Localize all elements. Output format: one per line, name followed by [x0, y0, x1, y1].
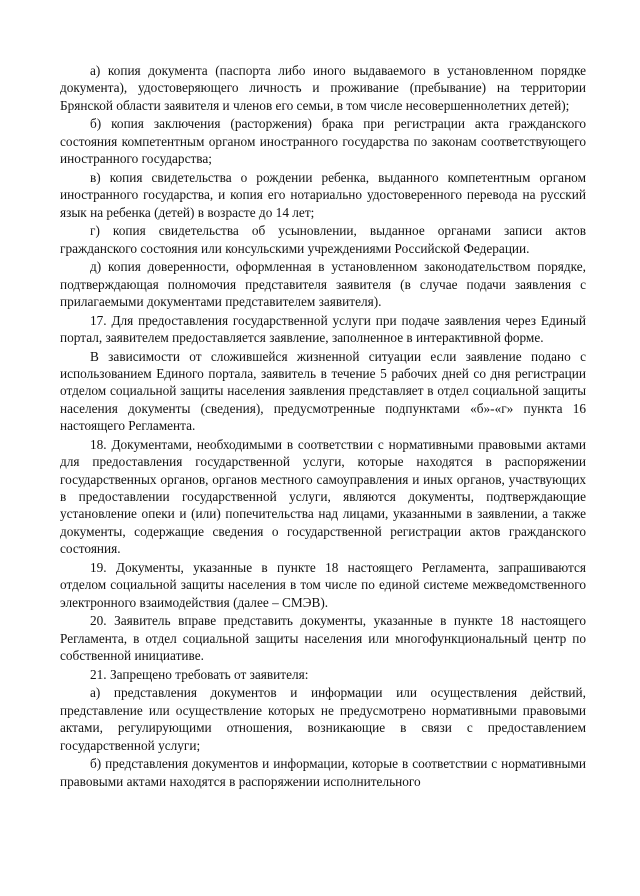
paragraph-g-adoption-certificate: г) копия свидетельства об усыновлении, выданное органами записи актов гражданского состояния или консульскими учреждениями Российской Федерации.	[60, 223, 586, 256]
document-page	[60, 62, 586, 791]
paragraph-21-b: б) представления документов и информации, которые в соответствии с нормативными правовыми актами находятся в распоряжении исполнительного	[60, 756, 586, 789]
paragraph-19: 19. Документы, указанные в пункте 18 настоящего Регламента, запрашиваются отделом социальной защиты населения в том числе по единой системе межведомственного электронного взаимодействия (далее – СМЭВ).	[60, 559, 586, 610]
paragraph-v-birth-certificate: в) копия свидетельства о рождении ребенка, выданного компетентным органом иностранного государства, и копия его нотариально удостоверенного перевода на русский язык на ребенка (детей) в возрасте до 14 лет;	[60, 169, 586, 220]
paragraph-18: 18. Документами, необходимыми в соответствии с нормативными правовыми актами для предоставления государственной услуги, которые находятся в распоряжении государственных органов, органов местного самоуправления и иных органов, участвующих в предоставлении государственной услуги, являются документы, подтверждающие установление опеки и (или) попечительства над лицами, указанными в заявлении, а также документы, содержащие сведения о государственной регистрации актов гражданского состояния.	[60, 436, 586, 557]
paragraph-21-a: а) представления документов и информации или осуществления действий, представление или осуществление которых не предусмотрено нормативными правовыми актами, регулирующими отношения, возникающие в связи с предоставлением государственной услуги;	[60, 685, 586, 753]
paragraph-d-power-of-attorney: д) копия доверенности, оформленная в установленном законодательством порядке, подтверждающая полномочия представителя заявителя (в случае подачи заявления с прилагаемыми документами представителем заявителя).	[60, 259, 586, 310]
paragraph-17: 17. Для предоставления государственной услуги при подаче заявления через Единый портал, заявителем предоставляется заявление, заполненное в интерактивной форме.	[60, 312, 586, 346]
paragraph-17-continued: В зависимости от сложившейся жизненной ситуации если заявление подано с использованием Единого портала, заявитель в течение 5 рабочих дней со дня регистрации отделом социальной защиты населения заявления представляет в отдел социальной защиты населения документы (сведения), предусмотренные подпунктами «б»-«г» пункта 16 настоящего Регламента.	[60, 348, 586, 434]
paragraph-b-marriage-certificate: б) копия заключения (расторжения) брака при регистрации акта гражданского состояния компетентным органом иностранного государства по законам соответствующего иностранного государства;	[60, 116, 586, 167]
paragraph-21: 21. Запрещено требовать от заявителя:	[90, 666, 309, 682]
paragraph-a-identity-document: а) копия документа (паспорта либо иного выдаваемого в установленном порядке документа), удостоверяющего личность и проживание (пребывание) на территории Брянской области заявителя и членов его семьи, в том числе несовершеннолетних детей);	[60, 63, 586, 113]
paragraph-20: 20. Заявитель вправе представить документы, указанные в пункте 18 настоящего Регламента, в отдел социальной защиты населения или многофункциональный центр по собственной инициативе.	[60, 613, 586, 664]
